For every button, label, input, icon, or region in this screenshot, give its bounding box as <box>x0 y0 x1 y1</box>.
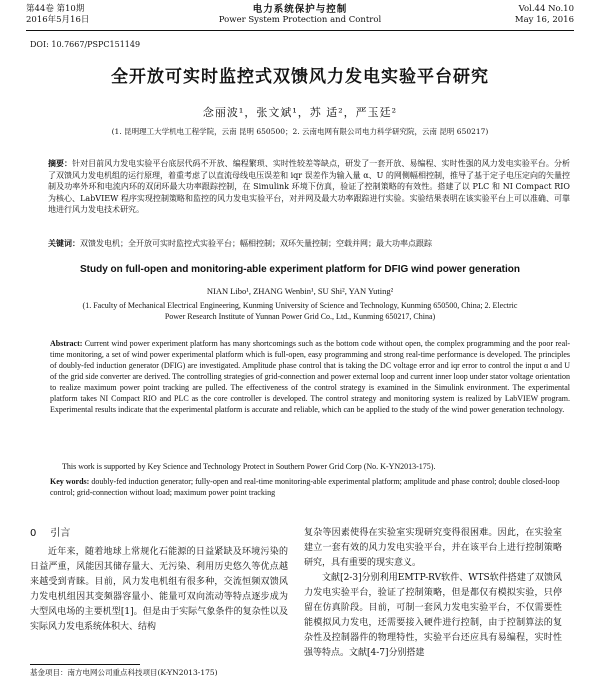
authors-cn: 念丽波¹，张文斌¹，苏 适²，严玉廷² <box>202 106 398 119</box>
header-right <box>515 4 574 26</box>
doi: DOI: 10.7667/PSPC151149 <box>30 40 141 49</box>
volume-cn: 第44卷 第10期 <box>26 4 85 14</box>
affiliation-cn: (1. 昆明理工大学机电工程学院，云南 昆明 650500；2. 云南电网有限公司电力科学研究院，云南 昆明 650217) <box>111 127 489 136</box>
section-number: 0 <box>30 528 37 539</box>
keywords-en-text: doubly-fed induction generator; fully-open and real-time monitoring-able experimental platform; amplitude and phase control; double closed-loop control; grid-connection without load; maximum power point tracking <box>50 477 560 497</box>
funding-en: This work is supported by Key Science and Technology Protect in Southern Power Grid Corp (No. K-YN2013-175). <box>62 462 436 471</box>
running-header <box>26 4 574 30</box>
date-cn: 2016年5月16日 <box>26 15 90 25</box>
abstract-en-text: Current wind power experiment platform has many shortcomings such as the bottom code without open, the complex programming and the poor real-time monitoring, a set of wind power experimental platform which is full-open, easy programming and strong real-time performance is developed. The principles of doubly-fed induction generator (DFIG) are investigated. Amplitude phase control that is taking the DC voltage error and iqr error to control the input α and U of the grid side converter are derived. The controlling strategies of grid-connection and power external loop and current inner loop under stator voltage orientation to realize maximum power point tracking are pulled. The effectiveness of the control strategy is examined in the Simulink environment. The experimental platform takes NI Compact RIO and PLC as the core controller is developed. The control strategy and monitoring system is realized by LabVIEW program. Experimental results indicate that the experimental platform is accurate and reliable, which can be applied to the study of the wind power generation technology. <box>50 339 570 414</box>
header-center <box>26 4 574 26</box>
journal-name-en: Power System Protection and Control <box>218 15 382 25</box>
header-rule <box>26 30 574 31</box>
keywords-cn <box>48 238 570 250</box>
volume-en: Vol.44 No.10 <box>518 4 574 14</box>
body-column-right <box>304 526 562 696</box>
abstract-en <box>50 338 570 458</box>
intro-paragraph-1: 近年来，随着地球上常规化石能源的日益紧缺及环境污染的日益严重，风能因其储存量大、无污染、利用历史悠久等优点越来越受到青睐。目前，风力发电机组有很多种，交流恒频双馈风力发电机组因其变频器容量小、能量可双向流动等特点逐步成为大型风电场的主要机型[1]。但是由于实际气象条件的复杂性以及实际风力发电系统体积大、结构 <box>30 547 288 632</box>
intro-paragraph-1-cont: 复杂等因素使得在实验室实现研究变得很困难。因此，在实验室建立一套有效的风力发电实验平台，并在该平台上进行控制策略研究，具有重要的现实意义。 <box>304 528 562 568</box>
abstract-cn-label: 摘要： <box>48 159 73 168</box>
journal-name-cn: 电力系统保护与控制 <box>252 4 348 15</box>
abstract-cn <box>48 158 570 234</box>
abstract-cn-text: 针对目前风力发电实验平台底层代码不开放、编程繁琐、实时性较差等缺点，研发了一套开放、易编程、实时性强的风力发电实验平台。分析了双馈风力发电机组的运行原理，着重考虑了以直流母线电压误差和 iqr 误差作为输入量 α、U 的网侧幅相控制，推导了基于定子电压定向的矢量控制及功率外环和电流内环的双闭环最大功率跟踪控制，在 Simulink 环境下仿真，验证了控制策略的有效性。搭建了以 PLC 和 NI Compact RIO 为核心、LabVIEW 程序实现控制策略和监控的风力发电实验平台，对并网及最大功率跟踪进行实验。实验结果表明在该实验平台上可以准确、可靠地进行风力发电技术研究。 <box>48 159 570 214</box>
intro-paragraph-2: 文献[2-3]分别利用EMTP-RV软件、WTS软件搭建了双馈风力发电实验平台，验证了控制策略，但是都仅有模拟实验，只停留在仿真阶段。目前，可制一套风力发电实验平台，不仅需要性能模拟风力发电，还需要接入硬件进行控制，由于控制算法的复杂性及控制器件的物理特性，实验平台还应具有易编程，实时性强等特点。文献[4-7]分别搭建 <box>304 573 562 658</box>
keywords-en <box>50 476 570 498</box>
affiliation-en: (1. Faculty of Mechanical Electrical Engineering, Kunming University of Science and Technology, Kunming 650500, China; 2. Electric Power Research Institute of Yunnan Power Grid Co., Ltd., Kunming 650217, China) <box>82 301 518 321</box>
keywords-cn-label: 关键词： <box>48 239 80 248</box>
keywords-en-label: Key words: <box>50 477 90 486</box>
abstract-en-label: Abstract: <box>50 339 83 348</box>
body-column-left <box>30 526 288 650</box>
authors-en: NIAN Libo¹, ZHANG Wenbin¹, SU Shi², YAN Yuting² <box>206 286 394 296</box>
title-en: Study on full-open and monitoring-able experiment platform for DFIG wind power generation <box>79 264 520 275</box>
keywords-cn-text: 双馈发电机；全开放可实时监控式实验平台；幅相控制；双环矢量控制；空载并网；最大功率点跟踪 <box>80 239 432 248</box>
title-cn: 全开放可实时监控式双馈风力发电实验平台研究 <box>111 67 489 87</box>
section-heading <box>30 526 288 541</box>
footnote-funding: 基金项目：南方电网公司重点科技项目(K-YN2013-175) <box>30 668 218 677</box>
date-en: May 16, 2016 <box>514 15 574 25</box>
footnote-rule <box>30 664 140 665</box>
section-title: 引言 <box>50 528 71 539</box>
